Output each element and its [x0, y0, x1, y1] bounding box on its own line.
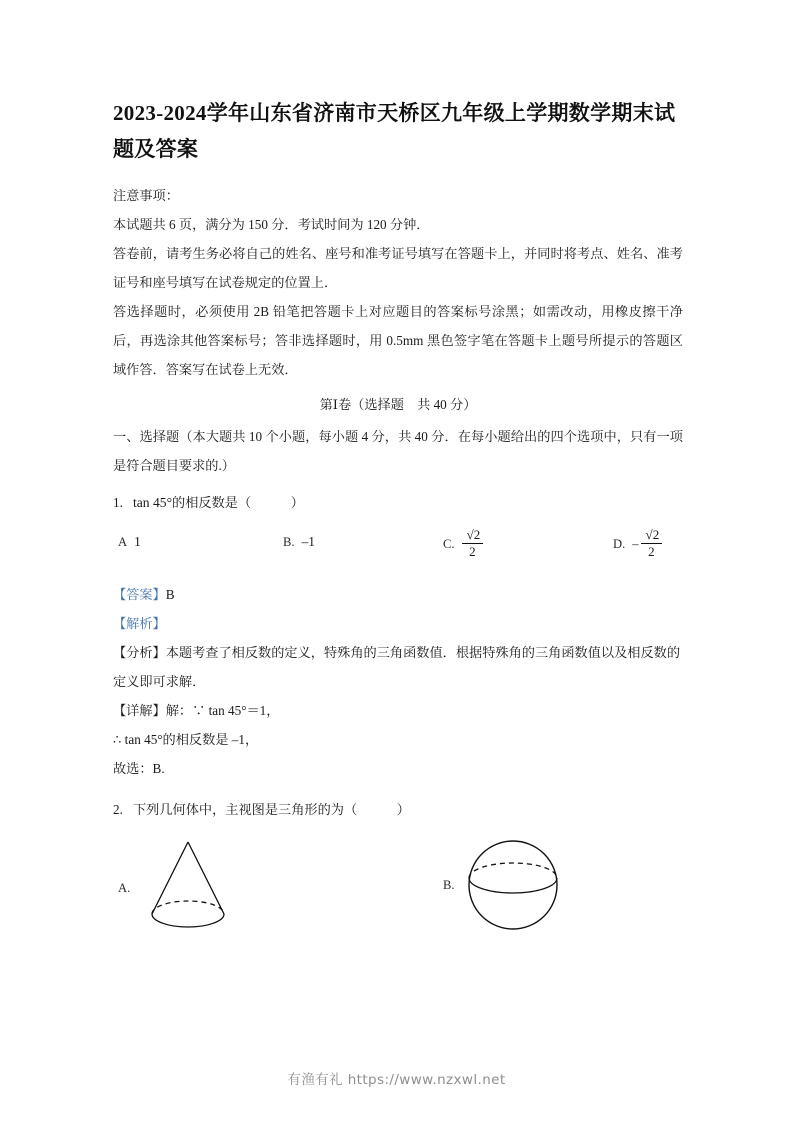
- notice-heading: 注意事项：: [113, 188, 179, 203]
- option-c-denominator: 2: [469, 543, 476, 559]
- document-content: [113, 95, 683, 946]
- option-b-label: B.: [283, 534, 295, 549]
- option-a-label: A.: [118, 881, 131, 895]
- question-2-stem: [113, 795, 683, 825]
- option-d-sign: –: [632, 536, 639, 551]
- analysis-label: 【分析】: [113, 645, 166, 660]
- question-1-stem: [113, 488, 683, 518]
- question-1-text: 的相反数是（ ）: [172, 495, 304, 510]
- section-header: 第Ⅰ卷（选择题 共 40 分）: [319, 397, 477, 412]
- question-1-detail-line-2: ∴ tan 45°的相反数是 –1，: [113, 732, 259, 747]
- answer-label: 【答案】: [113, 587, 166, 602]
- page-title: 2023-2024学年山东省济南市天桥区九年级上学期数学期末试题及答案: [113, 101, 676, 161]
- option-c[interactable]: [443, 529, 483, 559]
- question-1-analysis: [113, 638, 683, 696]
- question-2-text: 下列几何体中，主视图是三角形的为（ ）: [133, 802, 410, 817]
- question-1-math: tan 45°: [133, 495, 173, 510]
- question-2-number: 2.: [113, 802, 123, 817]
- notice-item-2: 答卷前，请考生务必将自己的姓名、座号和准考证号填写在答题卡上，并同时将考点、姓名、准考证号和座号填写在试卷规定的位置上．: [113, 246, 683, 290]
- option-a-label: A: [118, 534, 128, 549]
- cone-icon: [136, 836, 241, 941]
- notice-item-3: 答选择题时，必须使用 2B 铅笔把答题卡上对应题目的答案标号涂黑；如需改动，用橡皮擦干净后，再选涂其他答案标号；答非选择题时，用 0.5mm 黑色签字笔在答题卡上题号所提示的答题区域作答．答案写在试卷上无效．: [113, 304, 683, 377]
- question-1-options: [113, 526, 683, 580]
- option-c-label: C.: [443, 536, 455, 551]
- option-c-numerator: 2: [473, 527, 481, 542]
- option-b-figure[interactable]: [443, 833, 566, 938]
- option-a[interactable]: [118, 534, 141, 550]
- option-d-fraction: [641, 528, 663, 558]
- sqrt-icon: √: [466, 527, 474, 542]
- notice-item-1: 本试题共 6 页，满分为 150 分．考试时间为 120 分钟．: [113, 217, 430, 232]
- question-1-answer: [113, 580, 683, 609]
- option-c-fraction: [462, 528, 484, 558]
- sphere-icon: [461, 833, 566, 938]
- detail-label: 【详解】: [113, 703, 166, 718]
- question-1-detail-line-3: 故选：B.: [113, 761, 165, 776]
- option-d-label: D.: [613, 536, 626, 551]
- option-b-value: –1: [301, 534, 315, 549]
- analysis-text: 本题考查了相反数的定义，特殊角的三角函数值．根据特殊角的三角函数值以及相反数的定义即可求解．: [113, 645, 681, 689]
- option-b-label: B.: [443, 878, 455, 892]
- option-b[interactable]: [283, 534, 315, 550]
- answer-value: B: [165, 587, 175, 602]
- detail-text-1: 解：∵ tan 45°＝1，: [165, 703, 280, 718]
- question-1-detail-line-1: [113, 696, 683, 725]
- question-1-number: 1.: [113, 495, 123, 510]
- section-intro: 一、选择题（本大题共 10 个小题，每小题 4 分，共 40 分．在每小题给出的四个选项中，只有一项是符合题目要求的.）: [113, 429, 683, 473]
- footer-watermark: 有渔有礼 https://www.nzxwl.net: [287, 1072, 506, 1088]
- option-d-denominator: 2: [648, 543, 655, 559]
- question-2-options: [113, 831, 683, 946]
- question-1-explanation-label: 【解析】: [113, 616, 166, 631]
- option-d-numerator: 2: [652, 527, 660, 542]
- sqrt-icon: √: [645, 527, 653, 542]
- option-d[interactable]: [613, 529, 662, 559]
- option-a-value: 1: [134, 534, 141, 549]
- option-a-figure[interactable]: [118, 836, 241, 941]
